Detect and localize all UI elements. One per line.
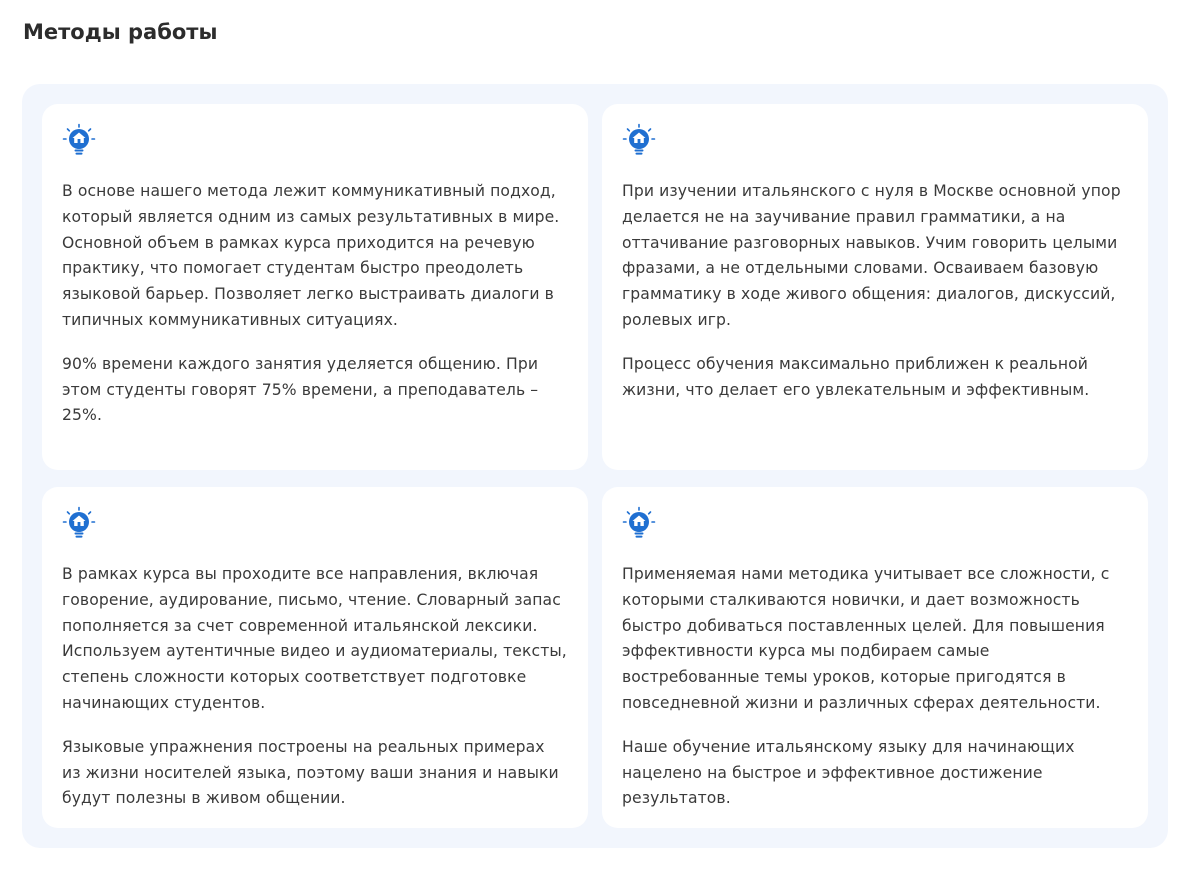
section-title: Методы работы [23, 20, 218, 44]
card-paragraph: В рамках курса вы проходите все направления, включая говорение, аудирование, письмо, чтение. Словарный запас пополняется за счет современной итальянской лексики. Используем аутентичные видео и аудиоматериалы, тексты, степень сложности которых соответствует подготовке начинающих студентов. [62, 565, 567, 712]
card-paragraph: Применяемая нами методика учитывает все сложности, с которыми сталкиваются новички, и дает возможность быстро добиваться поставленных целей. Для повышения эффективности курса мы подбираем самые востребованные темы уроков, которые пригодятся в повседневной жизни и различных сферах деятельности. [622, 565, 1110, 712]
lightbulb-icon [622, 123, 656, 157]
method-card [602, 487, 1148, 828]
card-text [622, 179, 1128, 403]
card-paragraph: Языковые упражнения построены на реальных примерах из жизни носителей языка, поэтому ваши знания и навыки будут полезны в живом общении. [62, 737, 559, 808]
card-paragraph: Наше обучение итальянскому языку для начинающих нацелено на быстрое и эффективное достижение результатов. [622, 737, 1075, 808]
lightbulb-icon [622, 506, 656, 540]
card-paragraph: 90% времени каждого занятия уделяется общению. При этом студенты говорят 75% времени, а преподаватель – 25%. [62, 354, 539, 425]
card-paragraph: При изучении итальянского с нуля в Москве основной упор делается не на заучивание правил грамматики, а на оттачивание разговорных навыков. Учим говорить целыми фразами, а не отдельными словами. Осваиваем базовую грамматику в ходе живого общения: диалогов, дискуссий, ролевых игр. [622, 182, 1121, 329]
card-text [62, 179, 568, 429]
card-text [622, 562, 1128, 812]
card-paragraph: Процесс обучения максимально приближен к реальной жизни, что делает его увлекательным и эффективным. [622, 354, 1090, 399]
card-text [62, 562, 568, 812]
method-card [42, 487, 588, 828]
method-card [42, 104, 588, 470]
methods-panel [22, 84, 1168, 848]
lightbulb-icon [62, 123, 96, 157]
method-card [602, 104, 1148, 470]
lightbulb-icon [62, 506, 96, 540]
card-paragraph: В основе нашего метода лежит коммуникативный подход, который является одним из самых результативных в мире. Основной объем в рамках курса приходится на речевую практику, что помогает студентам быстро преодолеть языковой барьер. Позволяет легко выстраивать диалоги в типичных коммуникативных ситуациях. [62, 182, 560, 329]
